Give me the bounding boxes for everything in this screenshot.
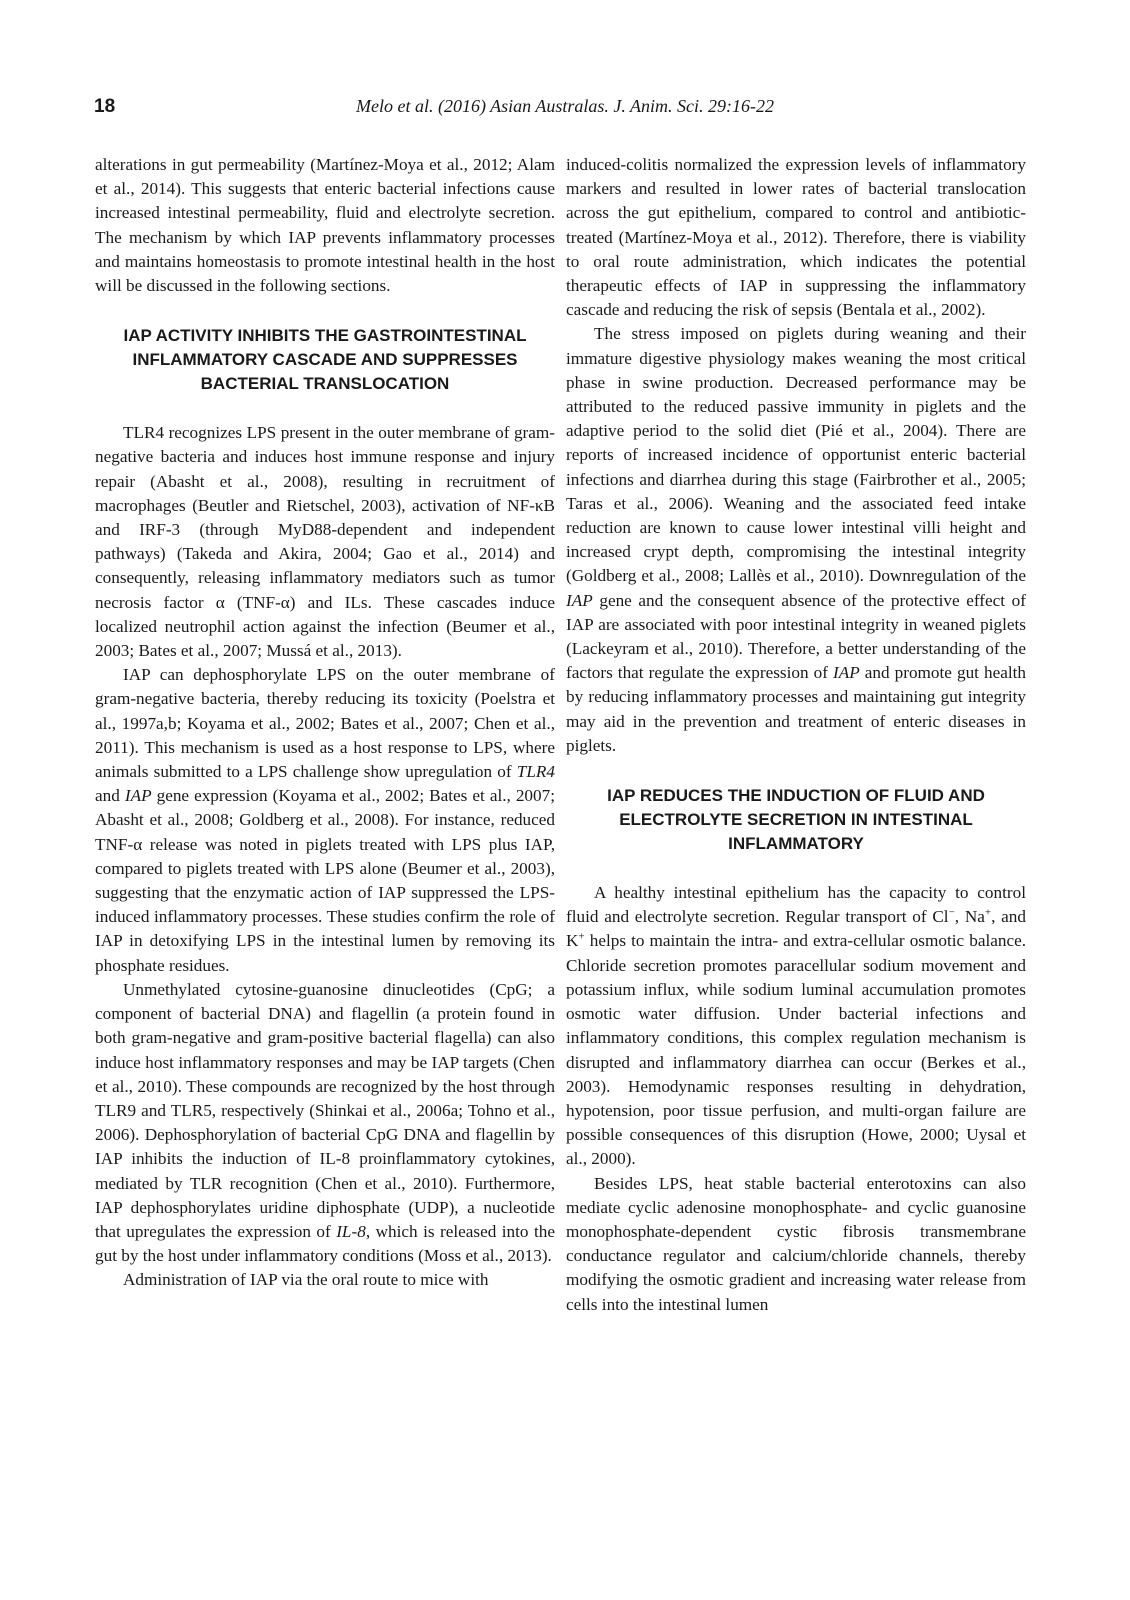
paragraph: alterations in gut permeability (Martínez-Moya et al., 2012; Alam et al., 2014). This suggests that enteric bacterial infections cause increased intestinal permeability, fluid and electrolyte secretion. The mechanism by which IAP prevents inflammatory processes and maintains homeostasis to promote intestinal health in the host will be discussed in the following sections.: [95, 155, 555, 296]
text-run: gene expression (Koyama et al., 2002; Bates et al., 2007; Abasht et al., 2008; Goldberg et al., 2008). For instance, reduced TNF-α release was noted in piglets treated with LPS plus IAP, compared to piglets treated with LPS alone (Beumer et al., 2003), suggesting that the enzymatic action of IAP suppressed the LPS-induced inflammatory processes. These studies confirm the role of IAP in detoxifying LPS in the intestinal lumen by removing its phosphate residues.: [95, 786, 555, 975]
paragraph: [566, 881, 1026, 1171]
paragraph: TLR4 recognizes LPS present in the outer membrane of gram-negative bacteria and induces host immune response and injury repair (Abasht et al., 2008), resulting in recruitment of macrophages (Beutler and Rietschel, 2003), activation of NF-κB and IRF-3 (through MyD88-dependent and independent pathways) (Takeda and Akira, 2004; Gao et al., 2014) and consequently, releasing inflammatory mediators such as tumor necrosis factor α (TNF-α) and ILs. These cascades induce localized neutrophil action against the infection (Beumer et al., 2003; Bates et al., 2007; Mussá et al., 2013).: [95, 423, 555, 661]
text-run: Unmethylated cytosine-guanosine dinucleotides (CpG; a component of bacterial DNA) and flagellin (a protein found in both gram-negative and gram-positive bacterial flagella) can also induce host inflammatory responses and may be IAP targets (Chen et al., 2010). These compounds are recognized by the host through TLR9 and TLR5, respectively (Shinkai et al., 2006a; Tohno et al., 2006). Dephosphorylation of bacterial CpG DNA and flagellin by IAP inhibits the induction of IL-8 proinflammatory cytokines, mediated by TLR recognition (Chen et al., 2010). Furthermore, IAP dephosphorylates uridine diphosphate (UDP), a nucleotide that upregulates the expression of: [95, 979, 555, 1241]
paragraph: Administration of IAP via the oral route to mice with: [123, 1270, 489, 1290]
section-heading: IAP ACTIVITY INHIBITS THE GASTROINTESTINAL INFLAMMATORY CASCADE AND SUPPRESSES BACTERIAL TRANSLOCATION: [123, 326, 527, 394]
text-run: helps to maintain the intra- and extra-cellular osmotic balance. Chloride secretion promotes paracellular sodium movement and potassium influx, while sodium luminal accumulation promotes osmotic water diffusion. Under bacterial infections and inflammatory conditions, this complex regulation mechanism is disrupted and inflammatory diarrhea can occur (Berkes et al., 2003). Hemodynamic responses resulting in dehydration, hypotension, poor tissue perfusion, and multi-organ failure are possible consequences of this disruption (Howe, 2000; Uysal et al., 2000).: [566, 931, 1026, 1169]
paragraph: induced-colitis normalized the expression levels of inflammatory markers and resulted in lower rates of bacterial translocation across the gut epithelium, compared to control and antibiotic-treated (Martínez-Moya et al., 2012). Therefore, there is viability to oral route administration, which indicates the potential therapeutic effects of IAP in suppressing the inflammatory cascade and reducing the risk of sepsis (Bentala et al., 2002).: [566, 155, 1026, 320]
text-run: gene and the consequent absence of the protective effect of IAP are associated with poor intestinal integrity in weaned piglets (Lackeyram et al., 2010). Therefore, a better understanding of the factors that regulate the expression of: [566, 590, 1026, 683]
page-number: 18: [94, 96, 116, 117]
ion-charge: +: [578, 930, 585, 943]
gene-name: IAP: [124, 786, 152, 806]
paragraph: Besides LPS, heat stable bacterial enterotoxins can also mediate cyclic adenosine monophosphate- and cyclic guanosine monophosphate-dependent cystic fibrosis transmembrane conductance regulator and calcium/chloride channels, thereby modifying the osmotic gradient and increasing water release from cells into the intestinal lumen: [566, 1173, 1026, 1314]
gene-name: TLR4: [516, 762, 555, 782]
text-run: IAP can dephosphorylate LPS on the outer membrane of gram-negative bacteria, thereby reducing its toxicity (Poelstra et al., 1997a,b; Koyama et al., 2002; Bates et al., 2007; Chen et al., 2011). This mechanism is used as a host response to LPS, where animals submitted to a LPS challenge show upregulation of: [95, 665, 555, 782]
right-column: [566, 153, 1026, 1317]
paragraph: [95, 663, 555, 978]
running-head: Melo et al. (2016) Asian Australas. J. Anim. Sci. 29:16-22: [356, 96, 774, 116]
text-run: and promote gut health by reducing inflammatory processes and maintaining gut integrity may aid in the prevention and treatment of enteric diseases in piglets.: [566, 663, 1026, 755]
gene-name: IAP: [833, 663, 860, 683]
ion-charge: −: [948, 906, 955, 919]
gene-name: IAP: [566, 590, 593, 610]
left-column: [95, 153, 555, 1293]
text-run: and: [95, 786, 125, 806]
ion-charge: +: [984, 906, 992, 919]
paragraph: [566, 322, 1026, 758]
page-header: [94, 96, 1036, 126]
gene-name: IL-8: [336, 1221, 366, 1241]
text-run: , Na: [954, 907, 985, 927]
paragraph: [95, 978, 555, 1268]
text-run: The stress imposed on piglets during weaning and their immature digestive physiology makes weaning the most critical phase in swine production. Decreased performance may be attributed to the reduced passive immunity in piglets and the adaptive period to the solid diet (Pié et al., 2004). There are reports of increased incidence of opportunist enteric bacterial infections and diarrhea during this stage (Fairbrother et al., 2005; Taras et al., 2006). Weaning and the associated feed intake reduction are known to cause lower intestinal villi height and increased crypt depth, compromising the intestinal integrity (Goldberg et al., 2008; Lallès et al., 2010). Downregulation of the: [566, 324, 1026, 586]
text-run: , which is released into the gut by the host under inflammatory conditions (Moss et al., 2013).: [95, 1221, 555, 1266]
text-run: , and K: [566, 907, 1026, 951]
section-heading: IAP REDUCES THE INDUCTION OF FLUID AND ELECTROLYTE SECRETION IN INTESTINAL INFLAMMATORY: [607, 786, 985, 854]
text-run: A healthy intestinal epithelium has the capacity to control fluid and electrolyte secretion. Regular transport of Cl: [566, 883, 1026, 927]
